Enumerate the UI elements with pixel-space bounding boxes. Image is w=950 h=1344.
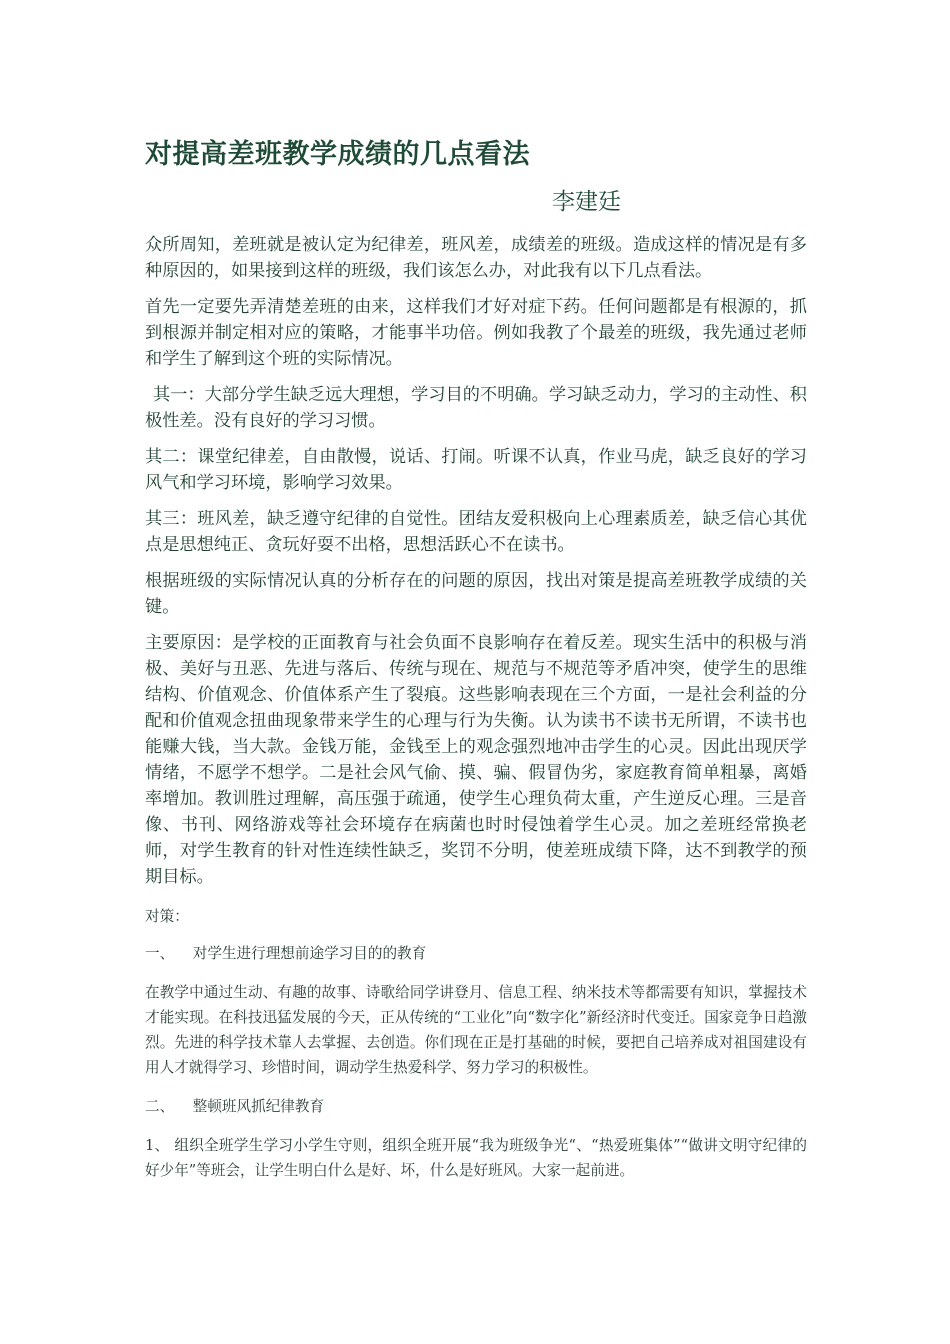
strategy-label: 对策： — [145, 908, 189, 925]
document-body — [145, 232, 807, 1183]
point-one-paragraph: 其一：大部分学生缺乏远大理想，学习目的不明确。学习缺乏动力，学习的主动性、积极性差。没有良好的学习习惯。 — [145, 385, 807, 431]
analysis-paragraph: 根据班级的实际情况认真的分析存在的问题的原因，找出对策是提高差班教学成绩的关键。 — [145, 571, 807, 617]
origin-paragraph: 首先一定要先弄清楚差班的由来，这样我们才好对症下药。任何问题都是有根源的，抓到根源并制定相对应的策略，才能事半功倍。例如我教了个最差的班级，我先通过老师和学生了解到这个班的实际情况。 — [145, 297, 807, 369]
document-title: 对提高差班教学成绩的几点看法 — [145, 139, 530, 170]
intro-paragraph: 众所周知，差班就是被认定为纪律差，班风差，成绩差的班级。造成这样的情况是有多种原因的，如果接到这样的班级，我们该怎么办，对此我有以下几点看法。 — [145, 235, 807, 281]
author-name: 李建廷 — [552, 189, 621, 215]
section-one-text: 在教学中通过生动、有趣的故事、诗歌给同学讲登月、信息工程、纳米技术等都需要有知识，掌握技术才能实现。在科技迅猛发展的今天，正从传统的“工业化”向“数字化”新经济时代变迁。国家竞争日趋激烈。先进的科学技术靠人去掌握、去创造。你们现在正是打基础的时候，要把自己培养成对祖国建设有用人才就得学习、珍惜时间，调动学生热爱科学、努力学习的积极性。 — [145, 984, 807, 1076]
main-cause-paragraph: 主要原因：是学校的正面教育与社会负面不良影响存在着反差。现实生活中的积极与消极、美好与丑恶、先进与落后、传统与现在、规范与不规范等矛盾冲突，使学生的思维结构、价值观念、价值体系产生了裂痕。这些影响表现在三个方面，一是社会利益的分配和价值观念扭曲现象带来学生的心理与行为失衡。认为读书不读书无所谓，不读书也能赚大钱，当大款。金钱万能，金钱至上的观念强烈地冲击学生的心灵。因此出现厌学情绪，不愿学不想学。二是社会风气偷、摸、骗、假冒伪劣，家庭教育简单粗暴，离婚率增加。教训胜过理解，高压强于疏通，使学生心理负荷太重，产生逆反心理。三是音像、书刊、网络游戏等社会环境存在病菌也时时侵蚀着学生心灵。加之差班经常换老师，对学生教育的针对性连续性缺乏，奖罚不分明，使差班成绩下降，达不到教学的预期目标。 — [145, 633, 807, 887]
section-one-heading: 一、 对学生进行理想前途学习目的的教育 — [145, 945, 427, 962]
section-two-item-one: 1、 组织全班学生学习小学生守则，组织全班开展“我为班级争光“、“热爱班集体”“做讲文明守纪律的好少年”等班会，让学生明白什么是好、坏，什么是好班风。大家一起前进。 — [145, 1137, 807, 1179]
point-three-paragraph: 其三：班风差，缺乏遵守纪律的自觉性。团结友爱积极向上心理素质差，缺乏信心其优点是思想纯正、贪玩好耍不出格，思想活跃心不在读书。 — [145, 509, 807, 555]
point-two-paragraph: 其二：课堂纪律差，自由散慢，说话、打闹。听课不认真，作业马虎，缺乏良好的学习风气和学习环境，影响学习效果。 — [145, 447, 807, 493]
section-two-heading: 二、 整顿班风抓纪律教育 — [145, 1098, 325, 1115]
